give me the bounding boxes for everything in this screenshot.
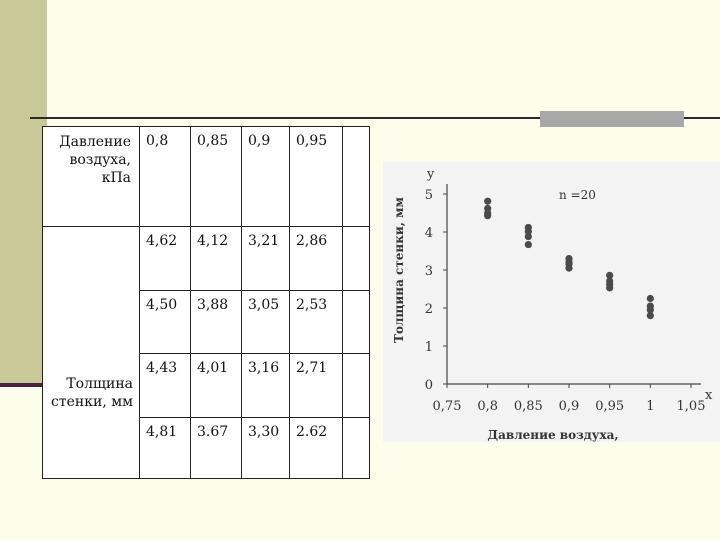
cell-value: 4,62 [146,233,178,249]
header-value-cell [191,127,242,227]
data-point [565,265,572,272]
cell-value: 4,43 [146,360,178,376]
y-tick-label: 1 [424,340,433,355]
cell-value: 4,50 [146,297,178,313]
scatter-chart [383,162,720,442]
table-cell [140,227,191,291]
table-cell [191,354,242,418]
left-accent-band [0,0,47,385]
data-point [647,295,654,302]
table-cell [290,291,343,354]
cell-value: 3.67 [197,424,229,440]
x-tick-label: 1 [646,399,655,414]
row-label-cell [43,227,140,479]
y-axis-title: Толщина стенки, мм [392,197,406,343]
table-cell [242,418,290,479]
y-axis-letter: y [427,167,435,182]
table-cell [242,291,290,354]
empty-cell [343,127,370,227]
table-cell [242,227,290,291]
table-cell [242,354,290,418]
cell-value: 2,71 [296,360,328,376]
data-points [484,198,654,320]
empty-cell [343,354,370,418]
y-tick-label: 5 [424,188,433,203]
empty-cell [343,227,370,291]
cell-value: 3,16 [248,360,280,376]
cell-value: 4,81 [146,424,178,440]
x-axis-letter: x [705,388,713,403]
table-cell [140,354,191,418]
left-accent-divider [0,383,47,387]
cell-value: 2,86 [296,233,328,249]
scatter-chart-svg [383,162,720,442]
data-point [606,284,613,291]
y-tick-label: 0 [424,378,433,393]
cell-value: 3,21 [248,233,280,249]
table-cell [191,418,242,479]
table-cell [290,354,343,418]
table-cell [191,227,242,291]
header-label-cell [43,127,140,227]
header-value-cell [290,127,343,227]
data-point [484,198,491,205]
empty-cell [343,291,370,354]
empty-cell [343,418,370,479]
x-tick-label: 0,95 [595,399,625,414]
y-tick-label: 3 [424,264,433,279]
data-point [647,312,654,319]
data-point [484,212,491,219]
x-tick-label: 0,9 [558,399,580,414]
axis-ticks [425,188,706,414]
y-tick-label: 2 [424,302,433,317]
x-tick-label: 0,8 [477,399,499,414]
table-cell [290,227,343,291]
cell-value: 4,01 [197,360,229,376]
cell-value: 4,12 [197,233,229,249]
y-tick-label: 4 [424,226,433,241]
data-point [525,233,532,240]
header-value: 0,85 [197,133,229,149]
table-cell [290,418,343,479]
pressure-thickness-table [42,126,370,479]
x-axis-title: Давление воздуха, [487,428,619,442]
cell-value: 2,53 [296,297,328,313]
table-cell [140,418,191,479]
table-cell [191,291,242,354]
cell-value: 3,88 [197,297,229,313]
header-value: 0,95 [296,133,328,149]
cell-value: 3,05 [248,297,280,313]
x-tick-label: 0,85 [513,399,543,414]
sample-size-annotation: n =20 [559,188,596,202]
row-label: Толщина стенки, мм [51,375,133,410]
header-label: Давление воздуха, кПа [59,134,131,186]
header-value: 0,9 [248,133,271,149]
x-tick-label: 0,75 [432,399,462,414]
table-cell [140,291,191,354]
cell-value: 3,30 [248,424,280,440]
cell-value: 2.62 [296,424,328,440]
header-value-cell [242,127,290,227]
header-value-cell [140,127,191,227]
header-value: 0,8 [146,133,169,149]
title-accent-block [540,111,684,127]
data-point [525,241,532,248]
x-tick-label: 1,05 [676,399,706,414]
